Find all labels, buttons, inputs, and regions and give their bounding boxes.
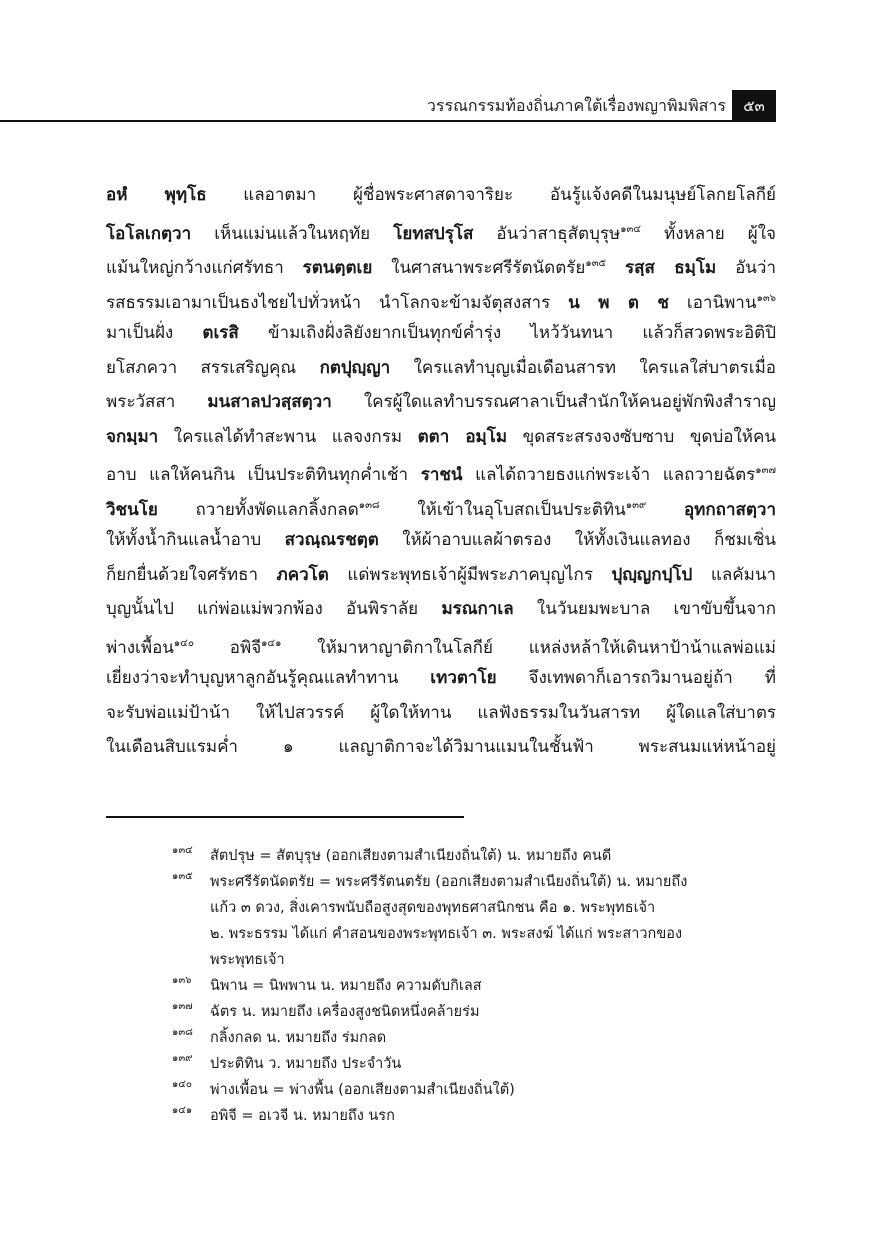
pali-term: สวณฺณรชตฺต <box>284 530 379 550</box>
body-text-run: อาบ แลให้คนกิน เป็นประติทินทุกค่ำเช้า <box>106 465 421 485</box>
body-text-run: จึงเทพดาก็เอารถวิมานอยู่ถ้า ที่ <box>496 668 776 688</box>
footnote-ref: ๑๓๘ <box>358 499 380 511</box>
pali-term: ตเรสิ <box>202 323 239 343</box>
pali-term: วิชนโย <box>106 499 158 520</box>
footnote <box>172 843 772 869</box>
body-text-run: แด่พระพุทธเจ้าผู้มีพระภาคบุญไกร <box>328 564 612 585</box>
pali-term: จกมฺมา <box>106 426 159 447</box>
body-text-run: เอานิพาน <box>668 292 757 313</box>
pali-term: รตนตฺตเย <box>302 258 373 278</box>
body-line <box>106 351 776 386</box>
body-paragraph <box>106 178 776 765</box>
body-text-run: อันว่า <box>716 258 776 278</box>
footnote-text: พระศรีรัตนัดตรัย = พระศรีรัตนตรัย (ออกเสียงตามสำเนียงถิ่นใต้) น. หมายถึง <box>210 874 688 890</box>
body-text-run: ในศาสนาพระศรีรัตนัดตรัย <box>372 258 586 278</box>
body-text-run: ทั้งหลาย ผู้ใจ <box>640 223 776 244</box>
footnote-text: กลิ้งกลด น. หมายถึง ร่มกลด <box>210 1030 387 1046</box>
body-text-run: ถวายทั้งพัดแลกลิ้งกลด <box>157 499 359 520</box>
pali-term: โยทสปรุโส <box>393 223 474 244</box>
body-text-run: บุญนั้นไป แก่พ่อแม่พวกพ้อง อันพิราลัย <box>106 599 442 619</box>
body-line <box>106 558 776 593</box>
pali-term: ตตา อมฺโม <box>417 426 508 447</box>
footnote <box>172 869 772 973</box>
footnote-number: ๑๔๑ <box>172 1105 193 1116</box>
body-line <box>106 282 776 317</box>
body-text-run: จะรับพ่อแม่ป้าน้า ให้ไปสวรรค์ ผู้ใดให้ทาน แลฟังธรรมในวันสารท ผู้ใดแลใส่บาตร <box>106 702 776 723</box>
footnote-text: สัตปรุษ = สัตบุรุษ (ออกเสียงตามสำเนียงถิ่นใต้) น. หมายถึง คนดี <box>210 848 612 864</box>
footnote-ref: ๑๔๑ <box>261 637 282 649</box>
pali-term: มนสาลปวสฺสตฺวา <box>207 392 332 412</box>
footnote <box>172 973 772 999</box>
body-text-run: อันว่าสาธุสัตบุรุษ <box>473 223 621 244</box>
body-line <box>106 523 776 558</box>
body-text-run: ให้ทั้งน้ำกินแลน้ำอาบ <box>106 530 285 550</box>
body-text-run: รสธรรมเอามาเป็นธงไชยไปทั่วหน้า นำโลกจะข้ามจัตุสงสาร <box>106 292 569 313</box>
pali-term: มรณกาเล <box>441 599 514 619</box>
footnote-ref: ๑๓๕ <box>585 258 607 269</box>
footnote-text: ประติทิน ว. หมายถึง ประจำวัน <box>210 1056 402 1072</box>
footnote-number: ๑๓๖ <box>172 975 192 986</box>
body-line <box>106 661 776 696</box>
pali-term: รสฺส ธมฺโม <box>625 258 717 278</box>
body-text-run: ก็ยกยื่นด้วยใจศรัทธา <box>106 564 277 585</box>
pali-term: โอโลเกตฺวา <box>106 223 192 244</box>
body-text-run <box>606 258 625 278</box>
body-line <box>106 420 776 455</box>
pali-term: น พ ต ช <box>568 292 669 313</box>
body-text-run: มาเป็นฝั่ง <box>106 323 203 343</box>
body-text-run: แลอาตมา ผู้ชื่อพระศาสดาจาริยะ อันรู้แจ้งคดีในมนุษย์โลกยโลกีย์ <box>206 185 776 205</box>
footnote-text: นิพาน = นิพพาน น. หมายถึง ความดับกิเลส <box>210 978 482 994</box>
footnote <box>172 1103 772 1129</box>
footnote <box>172 1025 772 1051</box>
body-line <box>106 592 776 627</box>
body-text-run: ให้มาหาญาติกาในโลกีย์ แหล่งหล้าให้เดินหาป้าน้าแลพ่อแม่ <box>281 637 776 658</box>
body-text-run: แลได้ถวายธงแก่พระเจ้า แลถวายฉัตร <box>462 465 756 485</box>
footnote-text: แก้ว ๓ ดวง, สิ่งเคารพนับถือสูงสุดของพุทธศาสนิกชน คือ ๑. พระพุทธเจ้า <box>210 900 656 916</box>
footnote-ref: ๑๔๐ <box>173 637 194 649</box>
footnote <box>172 1077 772 1103</box>
footnote-rule <box>106 816 464 818</box>
pali-term: เทวตาโย <box>430 668 497 688</box>
footnote-number: ๑๓๙ <box>172 1053 193 1064</box>
footnote-ref: ๑๓๗ <box>755 465 776 476</box>
body-line <box>106 627 776 662</box>
body-text-run: แลคัมนา <box>692 564 776 585</box>
body-text-run: ให้ผ้าอาบแลผ้าตรอง ให้ทั้งเงินแลทอง ก็ชมเชิ่น <box>378 530 776 550</box>
running-header <box>0 90 776 122</box>
footnote-number: ๑๓๕ <box>172 871 193 882</box>
body-text-run: ใครแลทำบุญเมื่อเดือนสารท ใครแลใส่บาตรเมื่อ <box>390 357 776 378</box>
body-line <box>106 385 776 420</box>
body-text-run: ใครผู้ใดแลทำบรรณศาลาเป็นสำนักให้คนอยู่พักพิงสำราญ <box>331 392 776 412</box>
body-text-run: พระวัสสา <box>106 392 208 412</box>
footnote-text: พ่างเพื้อน = พ่างพื้น (ออกเสียงตามสำเนียงถิ่นใต้) <box>210 1082 515 1098</box>
footnote-ref: ๑๓๙ <box>625 499 647 511</box>
footnote-number: ๑๓๘ <box>172 1027 193 1038</box>
footnote-text: ฉัตร น. หมายถึง เครื่องสูงชนิดหนึ่งคล้ายร่ม <box>210 1004 480 1020</box>
body-text-run: ในเดือนสิบแรมค่ำ ๑ แลญาติกาจะได้วิมานแมนในชั้นฟ้า พระสนมแห่หน้าอยู่ <box>106 737 776 757</box>
header-rule <box>0 120 776 122</box>
body-line <box>106 454 776 489</box>
body-text-run: อพิจี <box>193 637 262 658</box>
footnote <box>172 1051 772 1077</box>
pali-term: อหํ พุทฺโธ <box>106 185 207 205</box>
header-title: วรรณกรรมท้องถิ่นภาคใต้เรื่องพญาพิมพิสาร <box>426 96 726 115</box>
body-text-run <box>646 500 684 520</box>
footnote-ref: ๑๓๖ <box>756 292 776 304</box>
footnote-text: ๒. พระธรรม ได้แก่ คำสอนของพระพุทธเจ้า ๓. พระสงฆ์ ได้แก่ พระสาวกของ <box>210 926 683 942</box>
body-text-run: ให้เข้าในอุโบสถเป็นประติทิน <box>379 499 626 520</box>
pali-term: กตปุญฺญา <box>319 357 391 378</box>
body-line <box>106 489 776 524</box>
body-text-run: เยี่ยงว่าจะทำบุญหาลูกอันรู้คุณแลทำทาน <box>106 668 431 688</box>
body-line <box>106 213 776 248</box>
pali-term: อุทกถาสตฺวา <box>683 499 776 520</box>
body-text-run: ข้ามเถิงฝั่งลิยังยากเป็นทุกข์ค่ำรุ่ง ไหว้วันทนา แล้วก็สวดพระอิติปิ <box>238 323 776 343</box>
body-line <box>106 730 776 765</box>
body-line <box>106 696 776 731</box>
pali-term: ภควโต <box>276 564 329 585</box>
footnote-text: อพิจี = อเวจี น. หมายถึง นรก <box>210 1108 395 1124</box>
body-text-run: ใครแลได้ทำสะพาน แลจงกรม <box>158 426 418 447</box>
pali-term: ปุญฺญกปฺโป <box>611 564 693 585</box>
footnote-number: ๑๓๔ <box>172 845 193 856</box>
body-line <box>106 316 776 351</box>
footnote-number: ๑๓๗ <box>172 1001 193 1012</box>
pali-term: ราชนํ <box>420 465 463 485</box>
page-number: ๕๓ <box>732 90 776 122</box>
footnote-text: พระพุทธเจ้า <box>210 952 285 968</box>
footnote-number: ๑๔๐ <box>172 1079 193 1090</box>
body-text-run: ในวันยมพะบาล เขาขับขึ้นจาก <box>513 599 776 619</box>
footnote <box>172 999 772 1025</box>
body-line <box>106 178 776 213</box>
body-text-run: พ่างเพื้อน <box>106 637 174 658</box>
body-line <box>106 247 776 282</box>
body-text-run: ขุดสระสรงจงซับซาบ ขุดบ่อให้คน <box>507 426 776 447</box>
body-text-run: แม้นใหญ่กว้างแก่ศรัทธา <box>106 258 303 278</box>
footnote-ref: ๑๓๔ <box>620 223 641 235</box>
body-text-run: เห็นแม่นแล้วในหฤทัย <box>191 223 394 244</box>
footnotes <box>172 843 772 1129</box>
body-text-run: ยโสภควา สรรเสริญคุณ <box>106 357 320 378</box>
